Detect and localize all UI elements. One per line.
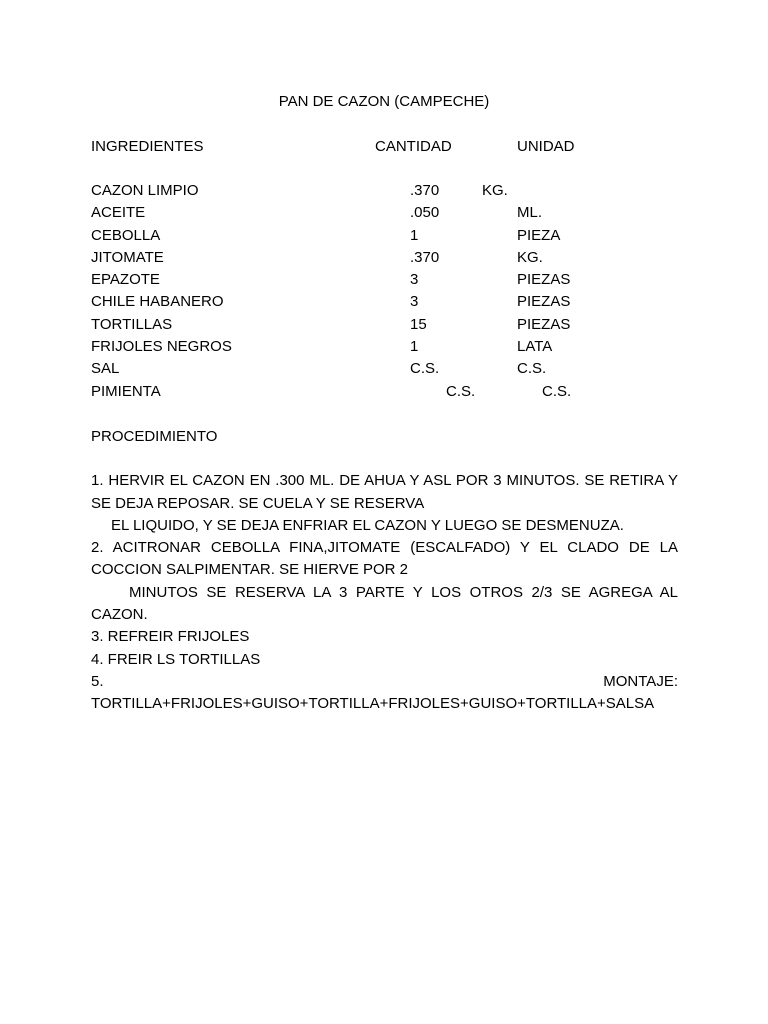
procedure-heading: PROCEDIMIENTO [91, 428, 218, 445]
ingredient-name: JITOMATE [91, 249, 164, 266]
procedure-line [91, 672, 678, 692]
ingredient-name: TORTILLAS [91, 316, 173, 333]
ingredient-quantity: 3 [410, 271, 419, 288]
procedure-line: CAZON. [91, 606, 148, 623]
ingredient-quantity: .370 [410, 249, 440, 266]
procedure-line: 1. HERVIR EL CAZON EN .300 ML. DE AHUA Y ASL POR 3 MINUTOS. SE RETIRA Y [91, 472, 678, 489]
header-quantity: CANTIDAD [375, 138, 452, 155]
ingredient-unit: PIEZA [517, 227, 561, 244]
ingredient-quantity: 3 [410, 293, 419, 310]
ingredient-quantity: .370 [410, 182, 440, 199]
ingredient-unit: PIEZAS [517, 316, 571, 333]
ingredient-name: SAL [91, 360, 120, 377]
procedure-line: SE DEJA REPOSAR. SE CUELA Y SE RESERVA [91, 495, 425, 512]
ingredient-unit: PIEZAS [517, 271, 571, 288]
procedure-line: MINUTOS SE RESERVA LA 3 PARTE Y LOS OTROS 2/3 SE AGREGA AL [129, 584, 678, 601]
ingredient-name: PIMIENTA [91, 383, 161, 400]
ingredient-quantity: C.S. [410, 360, 440, 377]
ingredient-quantity: 1 [410, 227, 419, 244]
ingredient-name: CHILE HABANERO [91, 293, 224, 310]
ingredient-unit: LATA [517, 338, 553, 355]
ingredient-unit: C.S. [517, 360, 547, 377]
ingredient-unit: C.S. [542, 383, 572, 400]
ingredient-name: FRIJOLES NEGROS [91, 338, 232, 355]
ingredient-unit: KG. [482, 182, 508, 199]
page-title: PAN DE CAZON (CAMPECHE) [278, 93, 490, 110]
ingredient-name: EPAZOTE [91, 271, 160, 288]
ingredient-unit: PIEZAS [517, 293, 571, 310]
procedure-line: 4. FREIR LS TORTILLAS [91, 651, 261, 668]
ingredient-name: ACEITE [91, 204, 146, 221]
ingredient-name: CAZON LIMPIO [91, 182, 199, 199]
procedure-line: EL LIQUIDO, Y SE DEJA ENFRIAR EL CAZON Y LUEGO SE DESMENUZA. [111, 517, 624, 534]
ingredient-quantity: C.S. [446, 383, 476, 400]
step-label: MONTAJE: [603, 673, 678, 690]
ingredient-name: CEBOLLA [91, 227, 161, 244]
ingredient-unit: KG. [517, 249, 543, 266]
procedure-line: 2. ACITRONAR CEBOLLA FINA,JITOMATE (ESCALFADO) Y EL CLADO DE LA [91, 539, 678, 556]
header-ingredients: INGREDIENTES [91, 138, 204, 155]
procedure-line: 3. REFREIR FRIJOLES [91, 628, 250, 645]
procedure-line: TORTILLA+FRIJOLES+GUISO+TORTILLA+FRIJOLES+GUISO+TORTILLA+SALSA [91, 695, 655, 712]
ingredient-unit: ML. [517, 204, 543, 221]
ingredient-quantity: 15 [410, 316, 427, 333]
header-unit: UNIDAD [517, 138, 575, 155]
step-number: 5. [91, 673, 104, 690]
ingredient-quantity: .050 [410, 204, 440, 221]
procedure-line: COCCION SALPIMENTAR. SE HIERVE POR 2 [91, 561, 409, 578]
ingredient-quantity: 1 [410, 338, 419, 355]
